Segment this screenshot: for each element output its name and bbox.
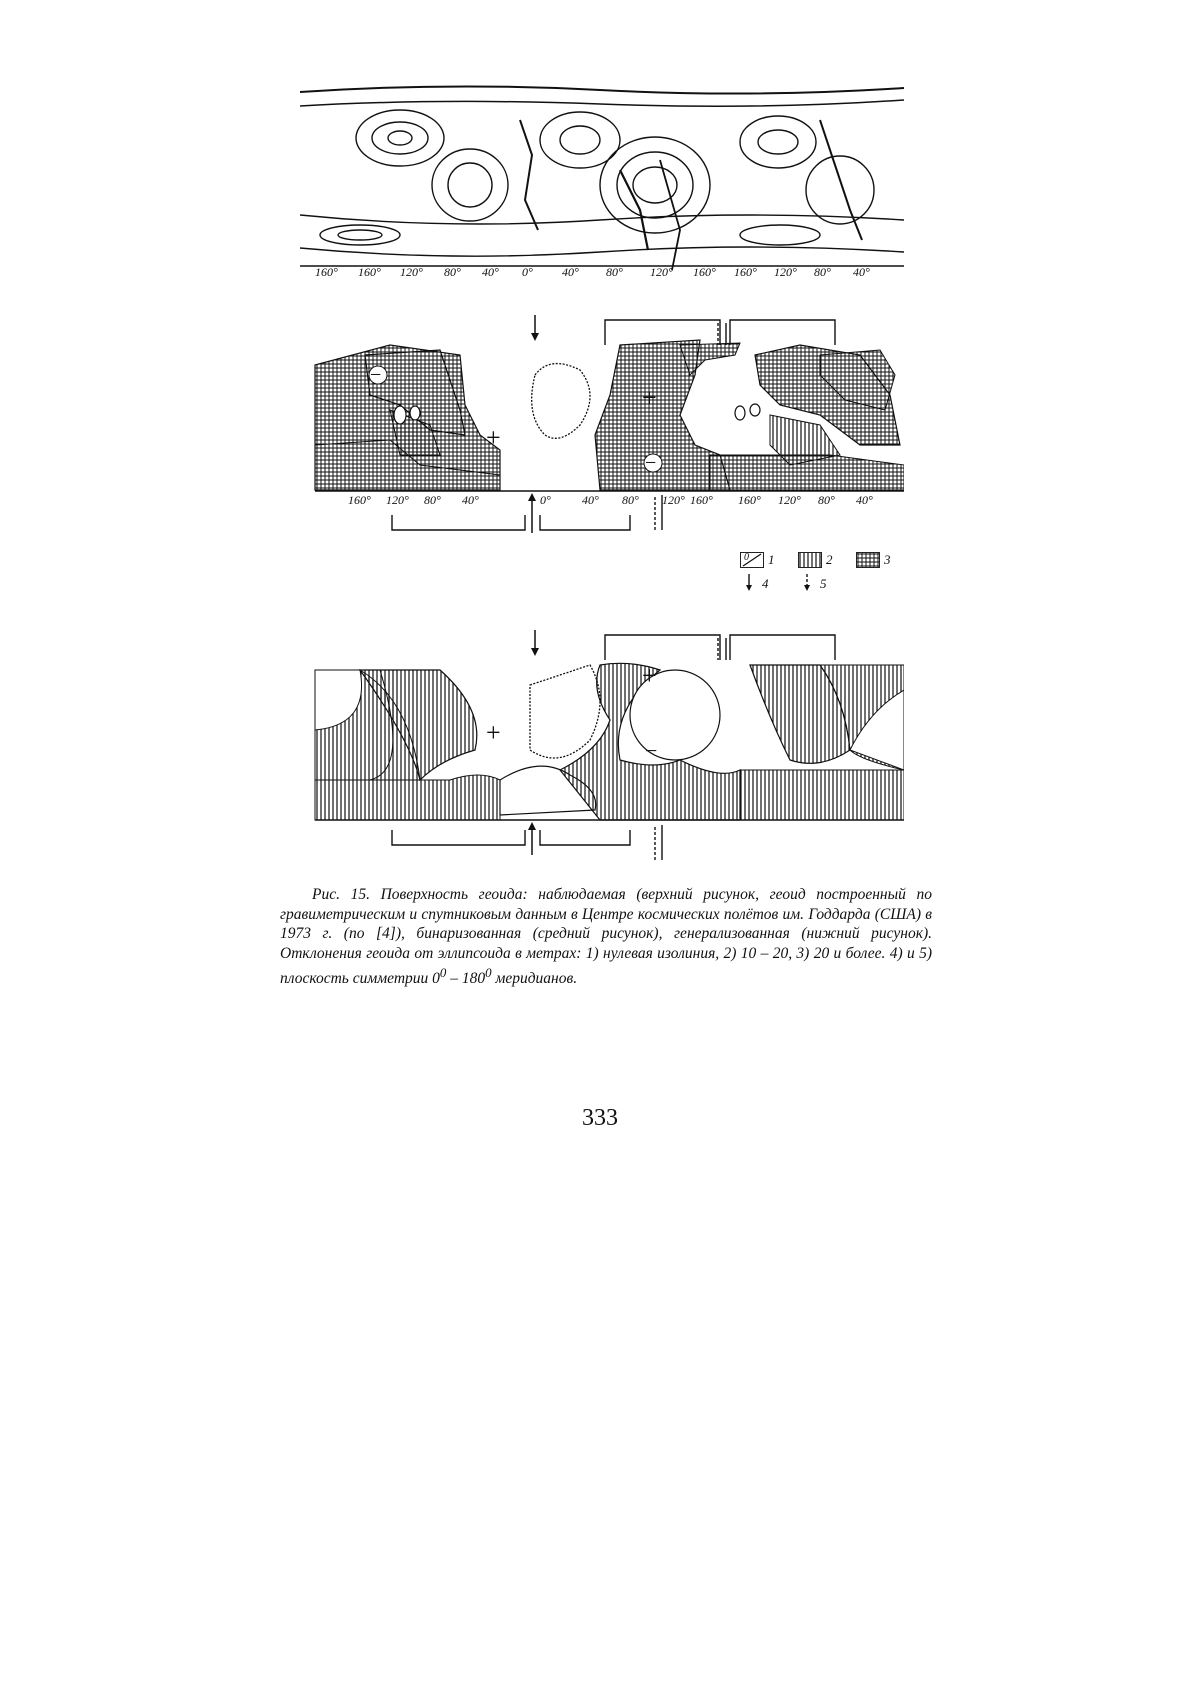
longitude-label: 80° [606,265,623,279]
longitude-label: 40° [853,265,870,279]
page-number: 333 [582,1105,618,1131]
minus-sign: − [370,364,382,386]
legend-number: 2 [826,552,833,567]
caption-superscript: 0 [485,965,492,980]
longitude-label: 40° [582,493,599,507]
longitude-label: 120° [400,265,423,279]
longitude-label: 120° [774,265,797,279]
longitude-label: 40° [856,493,873,507]
longitude-label: 120° [778,493,801,507]
observed-geoid-map [300,80,904,292]
legend-number: 5 [820,576,827,591]
plus-sign: + [642,383,657,412]
legend-swatch-label: 0 [744,552,749,563]
longitude-label: 0° [522,265,533,279]
longitude-label: 120° [662,493,685,507]
longitude-label: 120° [650,265,673,279]
longitude-label: 80° [424,493,441,507]
binarized-map-graphic [300,315,904,555]
generalized-map-graphic [300,630,904,866]
legend-swatch-vertical-hatch [798,552,822,568]
longitude-label: 40° [462,493,479,507]
contour-map-graphic [300,80,904,292]
legend-number: 3 [884,552,891,567]
longitude-label: 160° [734,265,757,279]
longitude-label: 160° [690,493,713,507]
longitude-label: 160° [693,265,716,279]
legend-number: 4 [762,576,769,591]
longitude-label: 80° [818,493,835,507]
caption-text: – 180 [446,970,486,988]
legend-number: 1 [768,552,775,567]
plus-sign: + [486,718,501,747]
longitude-label: 40° [482,265,499,279]
minus-sign: − [645,452,657,474]
longitude-label: 120° [386,493,409,507]
map-legend [740,552,920,614]
longitude-label: 80° [814,265,831,279]
figure-caption [280,885,932,989]
plus-sign: + [642,661,657,690]
longitude-label: 80° [622,493,639,507]
longitude-label: 160° [315,265,338,279]
longitude-label: 160° [348,493,371,507]
plus-sign: + [486,423,501,452]
arrow-dashed-icon [802,574,812,592]
caption-text: меридианов. [491,970,578,988]
longitude-label: 0° [540,493,551,507]
generalized-geoid-map [300,630,904,866]
longitude-label: 160° [358,265,381,279]
longitude-label: 80° [444,265,461,279]
longitude-label: 40° [562,265,579,279]
caption-text: Рис. 15. Поверхность геоида: наблюдаемая (верхний рисунок, геоид построенный по гравиметрическим и спутниковым данным в Центре космических полётов им. Годдарда (США) в 1973 г. (по [4]), бинаризованная (средний рисунок), генерализованная (нижний рисунок). Отклонения геоида от эллипсоида в метрах: 1) нулевая изолиния, 2) 10 – 20, 3) 20 и более. 4) и 5) плоскость симметрии 0 [280,886,932,988]
minus-sign: − [645,738,658,763]
legend-swatch-cross-hatch [856,552,880,568]
caption-superscript: 0 [439,965,447,980]
longitude-label: 160° [738,493,761,507]
arrow-solid-icon [744,574,754,592]
